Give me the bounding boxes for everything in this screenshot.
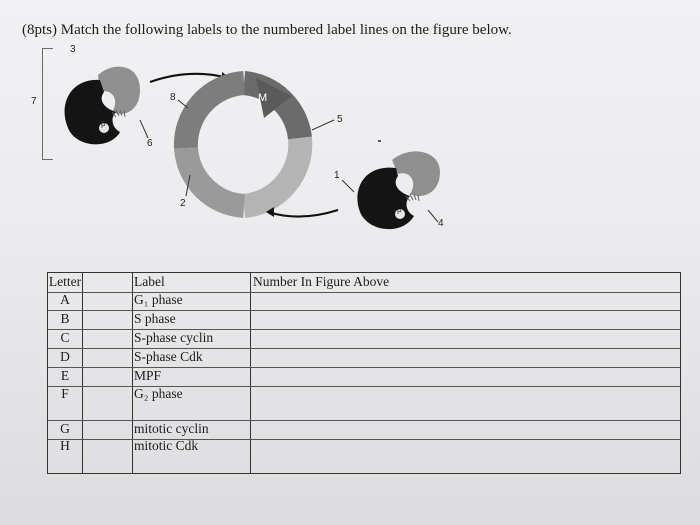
fig-label-2: 2 bbox=[180, 198, 186, 209]
header-number: Number In Figure Above bbox=[253, 274, 390, 289]
header-label: Label bbox=[134, 274, 165, 289]
label-7-bracket bbox=[42, 48, 53, 160]
right-cdk-shape bbox=[357, 168, 414, 230]
row-d-letter: D bbox=[60, 349, 70, 364]
row-g-letter: G bbox=[60, 421, 70, 436]
cell-cycle-ring bbox=[186, 78, 300, 206]
left-phosphate-label: P bbox=[101, 123, 106, 130]
fig-label-5: 5 bbox=[337, 114, 343, 125]
fig-label-m: M bbox=[258, 92, 268, 104]
row-c-label: S-phase cyclin bbox=[134, 330, 214, 345]
row-h-label: mitotic Cdk bbox=[134, 438, 199, 453]
row-e-label: MPF bbox=[134, 368, 162, 383]
row-a-label: G₁ phase bbox=[134, 292, 183, 307]
fig-label-4: 4 bbox=[438, 218, 444, 229]
fig-label-1: 1 bbox=[334, 170, 340, 181]
matching-table bbox=[47, 272, 681, 474]
row-f-letter: F bbox=[61, 386, 69, 401]
row-c-letter: C bbox=[60, 330, 70, 345]
fig-label-3: 3 bbox=[70, 44, 76, 55]
header-letter: Letter bbox=[48, 274, 82, 289]
row-a-letter: A bbox=[60, 292, 70, 307]
bottom-arrow bbox=[268, 210, 338, 217]
row-h-letter: H bbox=[60, 438, 70, 453]
row-f-label: G₂ phase bbox=[134, 386, 183, 401]
row-b-label: S phase bbox=[134, 311, 176, 326]
fig-label-8: 8 bbox=[170, 92, 176, 103]
row-b-letter: B bbox=[60, 311, 70, 326]
row-d-label: S-phase Cdk bbox=[134, 349, 203, 364]
fig-label-6: 6 bbox=[147, 138, 153, 149]
right-cyclin-shape bbox=[392, 151, 440, 196]
row-e-letter: E bbox=[60, 368, 70, 383]
right-phosphate-label: P bbox=[397, 209, 402, 216]
question-text: (8pts) Match the following labels to the numbered label lines on the figure below. bbox=[22, 22, 512, 38]
letter-label-divider bbox=[132, 273, 133, 473]
row-g-label: mitotic cyclin bbox=[134, 421, 209, 436]
fig-label-7: 7 bbox=[31, 96, 37, 107]
